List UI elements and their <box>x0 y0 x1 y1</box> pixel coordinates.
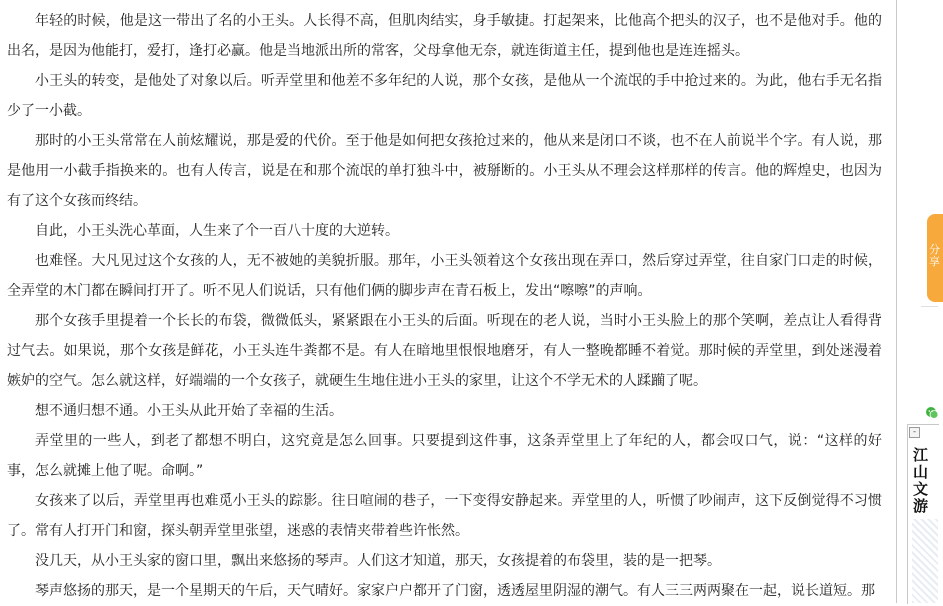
article-paragraph-10: 没几天，从小王头家的窗口里，飘出来悠扬的琴声。人们这才知道，那天，女孩提着的布袋里，装的是一把琴。 <box>35 553 721 569</box>
article-paragraph-3: 那时的小王头常常在人前炫耀说，那是爱的代价。至于他是如何把女孩抢过来的，他从来是闭口不谈，也不在人前说半个字。有人说，那是他用一小截手指换来的。也有人传言，说是在和那个流氓的单打独斗中，被掰断的。小王头从不理会这样那样的传言。他的辉煌史，也因为有了这个女孩而终结。 <box>7 133 882 209</box>
article-paragraph-7: 想不通归想不通。小王头从此开始了幸福的生活。 <box>35 403 343 419</box>
page-scrollbar[interactable] <box>897 0 905 603</box>
article-paragraph-9: 女孩来了以后，弄堂里再也难觅小王头的踪影。往日喧闹的巷子，一下变得安静起来。弄堂里的人，听惯了吵闹声，这下反倒觉得不习惯了。常有人打开门和窗，探头朝弄堂里张望，迷惑的表情夹带着些许怅然。 <box>7 493 882 539</box>
article-paragraph-4: 自此，小王头洗心革面，人生来了个一百八十度的大逆转。 <box>35 223 399 239</box>
article-paragraph-11: 琴声悠扬的那天，是一个星期天的午后，天气晴好。家家户户都开了门窗，透透屋里阴湿的潮气。有人三三两两聚在一起，说长道短。那 <box>35 583 875 599</box>
side-divider <box>921 306 938 307</box>
article-paragraph-2: 小王头的转变，是他处了对象以后。听弄堂里和他差不多年纪的人说，那个女孩，是他从一个流氓的手中抢过来的。为此，他右手无名指少了一小截。 <box>7 73 882 119</box>
article-paragraph-1: 年轻的时候，他是这一带出了名的小王头。人长得不高，但肌肉结实，身手敏捷。打起架来，比他高个把头的汉子，也不是他对手。他的出名，是因为他能打，爱打，逢打必赢。他是当地派出所的常客，父母拿他无奈，就连街道主任，提到他也是连连摇头。 <box>7 13 882 59</box>
site-name-label: 江山文游 <box>913 446 929 515</box>
article-paragraph-6: 那个女孩手里提着一个长长的布袋，微微低头，紧紧跟在小王头的后面。听现在的老人说，当时小王头脸上的那个笑啊，差点让人看得背过气去。如果说，那个女孩是鲜花，小王头连牛粪都不是。有人在暗地里恨恨地磨牙，有人一整晚都睡不着觉。那时候的弄堂里，到处迷漫着嫉妒的空气。怎么就这样，好端端的一个女孩子，就硬生生地住进小王头的家里，让这个不学无术的人蹂躏了呢。 <box>7 313 882 389</box>
decorative-pattern <box>912 519 938 603</box>
wechat-icon[interactable] <box>925 406 939 420</box>
share-tab-button[interactable] <box>927 214 943 302</box>
site-promo-box[interactable] <box>907 424 939 604</box>
collapse-toggle-button[interactable]: - <box>909 427 920 438</box>
article-paragraph-5: 也难怪。大凡见过这个女孩的人，无不被她的美貌折服。那年，小王头领着这个女孩出现在弄口，然后穿过弄堂，往自家门口走的时候，全弄堂的木门都在瞬间打开了。听不见人们说话，只有他们俩的脚步声在青石板上，发出“嚓嚓”的声响。 <box>7 253 882 299</box>
article-paragraph-8: 弄堂里的一些人，到老了都想不明白，这究竟是怎么回事。只要提到这件事，这条弄堂里上了年纪的人，都会叹口气，说：“这样的好事，怎么就摊上他了呢。命啊。” <box>7 433 882 479</box>
floating-side-panel <box>905 0 938 603</box>
share-tab-label: 分享 <box>929 243 940 268</box>
